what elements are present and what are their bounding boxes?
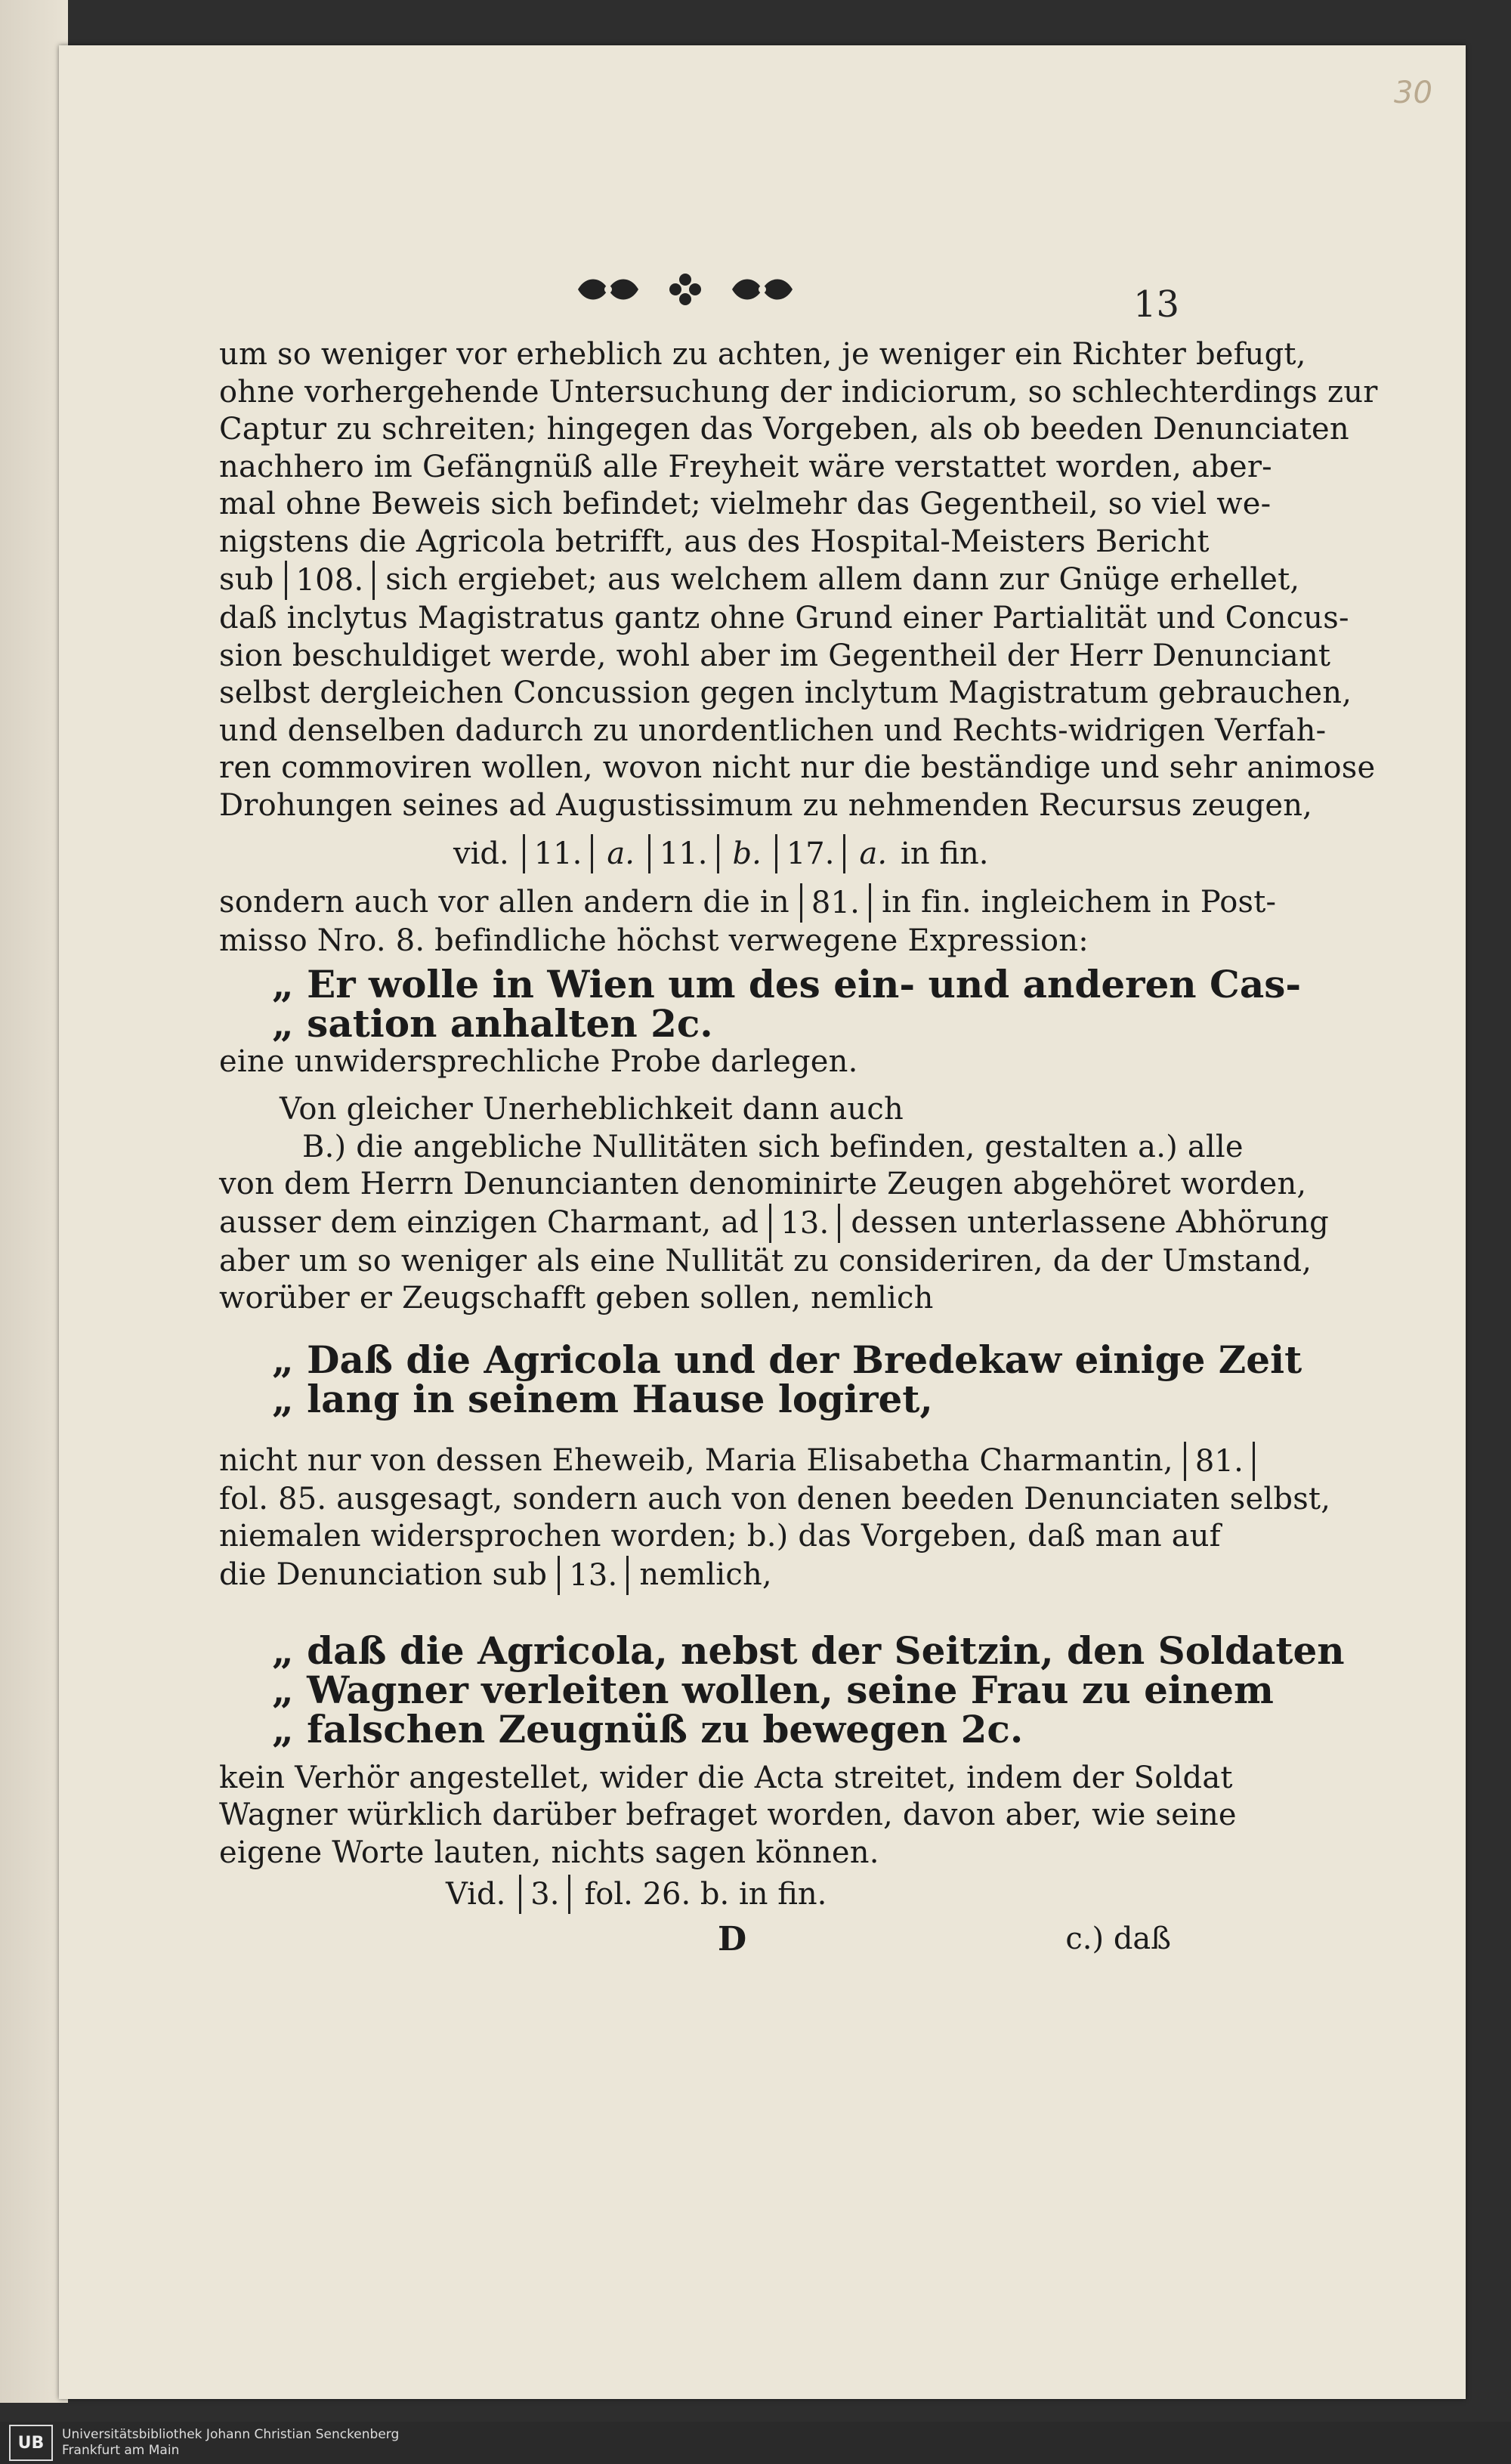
text-line: ren commoviren wollen, wovon nicht nur die beständige und sehr animose [219,750,1376,785]
text-line: ohne vorhergehende Untersuchung der indiciorum, so schlechterdings zur [219,374,1378,410]
reference-box: 13. [769,1204,840,1243]
ref-letter: a. [607,836,635,871]
quotation-line: „ Er wolle in Wien um des ein- und anderen Cas- [272,961,1302,1006]
pencil-folio-number: 30 [1394,76,1432,110]
text-line: worüber er Zeugschafft geben sollen, nemlich [219,1281,934,1315]
reference-box: 108. [285,561,375,600]
text-line: und denselben dadurch zu unordentlichen und Rechts-widrigen Verfah- [219,713,1327,748]
text-line [219,1204,1329,1243]
text-line: aber um so weniger als eine Nullität zu consideriren, da der Umstand, [219,1243,1312,1278]
reference-box: 11. [648,834,719,873]
quotation-line: „ lang in seinem Hause logiret, [272,1376,933,1421]
text-line: kein Verhör angestellet, wider die Acta streitet, indem der Soldat [219,1760,1233,1795]
text-fragment: in fin. ingleichem in Post- [882,885,1277,920]
text-line: mal ohne Beweis sich befindet; vielmehr das Gegentheil, so viel we- [219,487,1272,521]
quotation-line: „ Daß die Agricola und der Bredekaw einige Zeit [272,1337,1302,1382]
text-line: Captur zu schreiten; hingegen das Vorgeben, als ob beeden Denunciaten [219,412,1349,447]
text-line: Wagner würklich darüber befraget worden, davon aber, wie seine [219,1798,1237,1832]
previous-page-edge [0,0,68,2403]
signature-mark: D [718,1919,747,1959]
sub-label: sub [219,562,274,598]
quotation-line: „ sation anhalten 2c. [272,1000,713,1046]
text-line: um so weniger vor erheblich zu achten, je weniger ein Richter befugt, [219,337,1306,372]
text-line: selbst dergleichen Concussion gegen inclytum Magistratum gebrauchen, [219,676,1352,710]
text-line: niemalen widersprochen worden; b.) das Vorgeben, daß man auf [219,1519,1221,1554]
text-fragment: nicht nur von dessen Eheweib, Maria Elisabetha Charmantin, [219,1442,1173,1478]
text-line [219,1442,1244,1481]
body-text [219,336,1378,1961]
page-number: 13 [1133,283,1180,326]
text-line [219,1556,1171,1595]
citation-references [219,824,1171,883]
fleuron-right-icon [728,274,796,305]
ref-letter: b. [732,836,762,871]
fleuron-left-icon [574,274,642,305]
quotation-line: „ Wagner verleiten wollen, seine Frau zu einem [272,1667,1274,1712]
vid-label: vid. [453,836,509,871]
text-line: nigstens die Agricola betrifft, aus des Hospital-Meisters Bericht [219,524,1210,559]
folio-reference: fol. 26. b. in fin. [584,1877,827,1912]
text-line: Drohungen seines ad Augustissimum zu nehmenden Recursus zeugen, [219,787,1313,823]
reference-box: 11. [523,834,594,873]
text-line: daß inclytus Magistratus gantz ohne Grund einer Partialität und Concus- [219,601,1349,635]
text-line: misso Nro. 8. befindliche höchst verwegene Expression: [219,923,1089,958]
fleuron-ornament [574,272,796,307]
ref-letter: a. [859,836,888,871]
reference-box: 17. [775,834,846,873]
catchword: c.) daß [1065,1921,1171,1956]
text-line: nachhero im Gefängnüß alle Freyheit wäre verstattet worden, aber- [219,449,1272,484]
fleuron-center-icon [668,272,703,307]
text-line: Von gleicher Unerheblichkeit dann auch [280,1092,904,1127]
text-fragment: dessen unterlassene Abhörung [851,1204,1329,1240]
text-line [219,883,1277,923]
library-city: Frankfurt am Main [62,2443,180,2458]
text-line: eigene Worte lauten, nichts sagen können. [219,1835,879,1870]
vid-label: Vid. [446,1877,506,1912]
text-line: fol. 85. ausgesagt, sondern auch von denen beeden Denunciaten selbst, [219,1481,1331,1516]
reference-box: 3. [519,1875,570,1914]
text-line [219,561,1300,600]
text-fragment: nemlich, [639,1557,772,1592]
text-fragment: sondern auch vor allen andern die in [219,885,789,920]
reference-box: 13. [558,1556,629,1595]
ub-logo: UB [9,2425,53,2461]
citation-references [219,1872,1171,1917]
text-fragment: die Denunciation sub [219,1557,548,1592]
text-fragment: ausser dem einzigen Charmant, ad [219,1204,759,1240]
quotation-line: „ daß die Agricola, nebst der Seitzin, den Soldaten [272,1628,1345,1673]
sub-rest: sich ergiebet; aus welchem allem dann zur Gnüge erhellet, [385,562,1300,598]
reference-box: 81. [800,883,871,923]
library-credit [62,2427,399,2459]
text-line: von dem Herrn Denuncianten denominirte Zeugen abgehöret worden, [219,1167,1307,1201]
library-footer-bar [0,2422,1511,2464]
text-line: sion beschuldiget werde, wohl aber im Gegentheil der Herr Denunciant [219,638,1331,673]
quotation-line: „ falschen Zeugnüß zu bewegen 2c. [272,1706,1024,1751]
text-line: eine unwidersprechliche Probe darlegen. [219,1043,858,1079]
in-fin-label: in fin. [901,836,989,871]
text-line: B.) die angebliche Nullitäten sich befinden, gestalten a.) alle [302,1129,1244,1164]
reference-box: 81. [1184,1442,1255,1481]
library-name: Universitätsbibliothek Johann Christian Senckenberg [62,2427,400,2442]
page-footer [219,1917,1171,1961]
